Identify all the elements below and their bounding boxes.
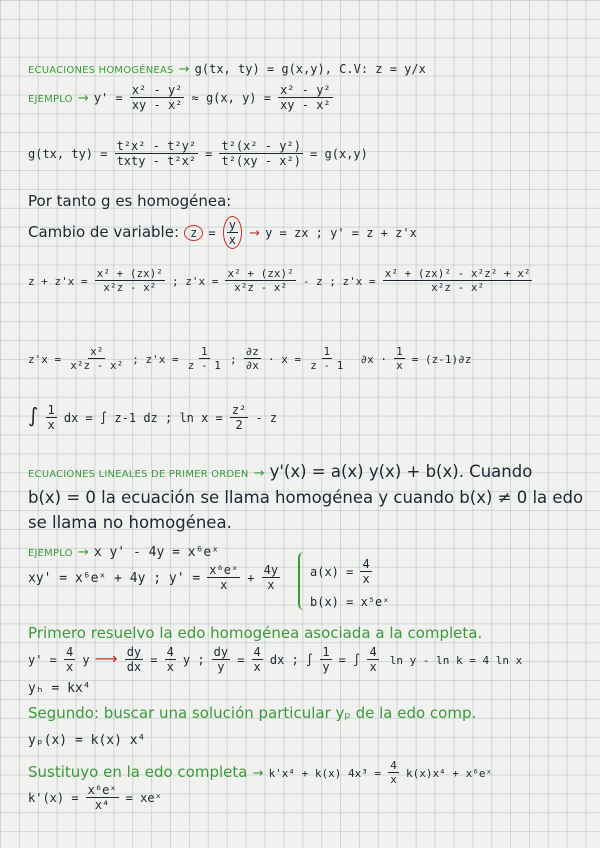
line-simplification — [28, 346, 471, 371]
expression: z'x = — [28, 353, 62, 366]
denominator: x²z - x² — [70, 359, 124, 372]
expression: + — [247, 571, 255, 585]
linear-homogeneous-note: b(x) = 0 la ecuación se llama homogénea y cuando b(x) ≠ 0 la edo — [28, 488, 584, 507]
conclusion-text: Por tanto g es homogénea: — [28, 192, 232, 210]
numerator: 4 — [369, 645, 377, 659]
curly-brace-icon — [298, 552, 306, 610]
fraction — [360, 558, 371, 585]
denominator: dx — [126, 660, 142, 674]
denominator: x²z - x² — [103, 281, 157, 294]
expression: ; — [229, 353, 237, 366]
line-linear-definition — [28, 464, 532, 481]
numerator: x² - y² — [131, 83, 183, 97]
denominator: x — [166, 660, 174, 674]
denominator: x — [396, 359, 403, 372]
fraction — [278, 84, 333, 111]
expression: dx = ∫ z-1 dz ; ln x = — [63, 411, 223, 425]
fraction — [320, 646, 331, 673]
example-label: EJEMPLO — [28, 548, 73, 559]
denominator: z - 1 — [310, 359, 344, 372]
fraction — [262, 564, 280, 591]
expression: = — [208, 226, 216, 240]
integral-icon: ∫ — [28, 403, 39, 427]
denominator: xy - x² — [131, 98, 183, 112]
section-heading-homogeneous: ECUACIONES HOMOGÉNEAS — [28, 65, 174, 76]
expression: y — [82, 653, 90, 667]
expression: = — [237, 653, 245, 667]
circled-z: z — [184, 225, 203, 241]
numerator: x⁶eˣ — [87, 783, 117, 797]
expression: = g(x,y) — [310, 147, 368, 161]
numerator: t²x² - t²y² — [116, 139, 197, 153]
numerator: x² - y² — [280, 83, 331, 97]
numerator: 1 — [323, 345, 331, 358]
denominator: x — [66, 660, 74, 674]
fraction — [308, 346, 345, 371]
denominator: x — [47, 418, 55, 432]
expression: dx ; ∫ — [269, 653, 314, 667]
expression: k'(x) = — [28, 791, 79, 805]
section-heading-linear: ECUACIONES LINEALES DE PRIMER ORDEN — [28, 469, 249, 480]
numerator: dy — [126, 645, 142, 659]
fraction — [367, 646, 378, 673]
fraction — [388, 760, 399, 785]
particular-solution-form: yₚ(x) = k(x) x⁴ — [28, 733, 146, 748]
expression: = xeˣ — [125, 791, 162, 805]
denominator: t²(xy - x²) — [221, 154, 301, 168]
expression: k'x⁴ + k(x) 4x³ = — [268, 767, 382, 780]
denominator: x — [220, 578, 228, 592]
example-label: EJEMPLO — [28, 94, 73, 105]
expression: y' = — [28, 653, 57, 667]
fraction — [225, 268, 295, 293]
denominator: x — [228, 233, 236, 247]
expression: = — [205, 147, 213, 161]
line-homogeneous-definition — [28, 60, 426, 76]
arrow-icon: → — [178, 62, 190, 77]
expression: ∂x · — [360, 353, 387, 366]
arrow-icon: → — [77, 91, 89, 106]
numerator: 1 — [396, 345, 403, 358]
denominator: y — [322, 660, 330, 674]
expression: a(x) = — [310, 565, 354, 579]
fraction — [383, 268, 533, 293]
fraction — [394, 346, 405, 371]
line-k-prime — [28, 784, 162, 811]
fraction — [64, 646, 75, 673]
line-homogeneity-check — [28, 140, 368, 167]
fraction — [230, 404, 248, 431]
expression: y' = — [93, 91, 123, 105]
denominator: 2 — [235, 418, 243, 432]
expression: - z — [255, 411, 278, 425]
expression: ln y - ln k = 4 ln x — [389, 654, 523, 667]
line-example-1 — [28, 84, 335, 111]
numerator: z² — [231, 403, 247, 417]
numerator: 1 — [47, 403, 55, 417]
line-homogeneous-solve — [28, 646, 522, 673]
expression: = (z-1)∂z — [411, 353, 472, 366]
line-substitute-complete — [28, 760, 492, 785]
fraction — [219, 140, 302, 167]
line-standard-form — [28, 564, 282, 591]
coefficient-b: b(x) = x⁵eˣ — [310, 595, 390, 609]
expression: = — [150, 653, 158, 667]
numerator: t²(x² - y²) — [221, 139, 301, 153]
linear-equation-text: y'(x) = a(x) y(x) + b(x). Cuando — [269, 462, 533, 481]
denominator: x⁴ — [94, 798, 110, 812]
line-change-of-variable — [28, 216, 417, 249]
numerator: y — [228, 218, 236, 232]
numerator: dy — [213, 645, 229, 659]
substitute-label: Sustituyo en la edo completa — [28, 763, 248, 781]
linear-non-homogeneous-note: se llama no homogénea. — [28, 513, 232, 532]
expression: z + z'x = — [28, 275, 88, 288]
denominator: x²z - x² — [431, 281, 485, 294]
arrow-icon: → — [253, 466, 265, 481]
numerator: 1 — [201, 345, 208, 358]
denominator: y — [217, 660, 225, 674]
numerator: 4 — [390, 759, 397, 772]
numerator: ∂z — [245, 345, 259, 358]
numerator: 4 — [166, 645, 174, 659]
numerator: 4 — [253, 645, 261, 659]
line-substitution — [28, 268, 534, 293]
arrow-icon: → — [252, 766, 264, 781]
fraction — [95, 268, 165, 293]
denominator: z - 1 — [187, 359, 221, 372]
fraction — [46, 404, 57, 431]
expression: - z ; z'x = — [302, 275, 376, 288]
expression: xy' = x⁶eˣ + 4y ; y' = — [28, 571, 201, 586]
denominator: x — [390, 773, 397, 786]
circled-fraction — [223, 216, 242, 249]
fraction — [212, 646, 230, 673]
fraction — [244, 346, 261, 371]
expression: k(x)x⁴ + x⁶eˣ — [405, 767, 493, 780]
expression: g(tx, ty) = — [28, 147, 108, 161]
fraction — [115, 140, 198, 167]
expression: y = zx ; y' = z + z'x — [265, 226, 417, 240]
arrow-icon: → — [77, 545, 89, 560]
numerator: x⁶eˣ — [209, 563, 239, 577]
fraction — [86, 784, 119, 811]
numerator: 4y — [263, 563, 279, 577]
fraction — [165, 646, 176, 673]
numerator: x² + (zx)² — [227, 267, 294, 280]
red-arrow-icon: ⟶ — [94, 649, 118, 668]
expression: ; z'x = — [172, 275, 219, 288]
denominator: x — [362, 572, 370, 586]
step-two-text: Segundo: buscar una solución particular yₚ de la edo comp. — [28, 704, 477, 722]
step-one-text: Primero resuelvo la edo homogénea asociada a la completa. — [28, 624, 483, 642]
expression: y ; — [182, 653, 205, 667]
denominator: x²z - x² — [234, 281, 288, 294]
coefficient-a — [310, 558, 374, 585]
fraction — [252, 646, 263, 673]
denominator: x — [267, 578, 275, 592]
expression: = ∫ — [338, 653, 361, 667]
numerator: x² + (zx)² — [96, 267, 163, 280]
fraction — [68, 346, 125, 371]
line-integration — [28, 404, 277, 431]
example-equation: x y' - 4y = x⁶eˣ — [93, 545, 220, 560]
expression: ≈ g(x, y) = — [191, 91, 271, 105]
denominator: x — [253, 660, 261, 674]
change-variable-label: Cambio de variable: — [28, 223, 179, 241]
expression: ; z'x = — [132, 353, 179, 366]
numerator: x² — [90, 345, 104, 358]
numerator: x² + (zx)² - x²z² + x² — [384, 267, 531, 280]
fraction — [207, 564, 240, 591]
expression: · x = — [268, 353, 302, 366]
denominator: x — [369, 660, 377, 674]
numerator: 4 — [362, 557, 370, 571]
numerator: 1 — [322, 645, 330, 659]
fraction — [186, 346, 223, 371]
fraction — [125, 646, 143, 673]
line-example-2 — [28, 543, 219, 559]
homogeneous-solution: yₕ = kx⁴ — [28, 681, 91, 696]
denominator: xy - x² — [280, 98, 331, 112]
denominator: txty - t²x² — [116, 154, 197, 168]
numerator: 4 — [66, 645, 74, 659]
red-arrow-icon: → — [249, 226, 260, 241]
denominator: ∂x — [245, 359, 259, 372]
fraction — [130, 84, 185, 111]
homogeneous-condition: g(tx, ty) = g(x,y), C.V: z = y/x — [194, 62, 426, 76]
